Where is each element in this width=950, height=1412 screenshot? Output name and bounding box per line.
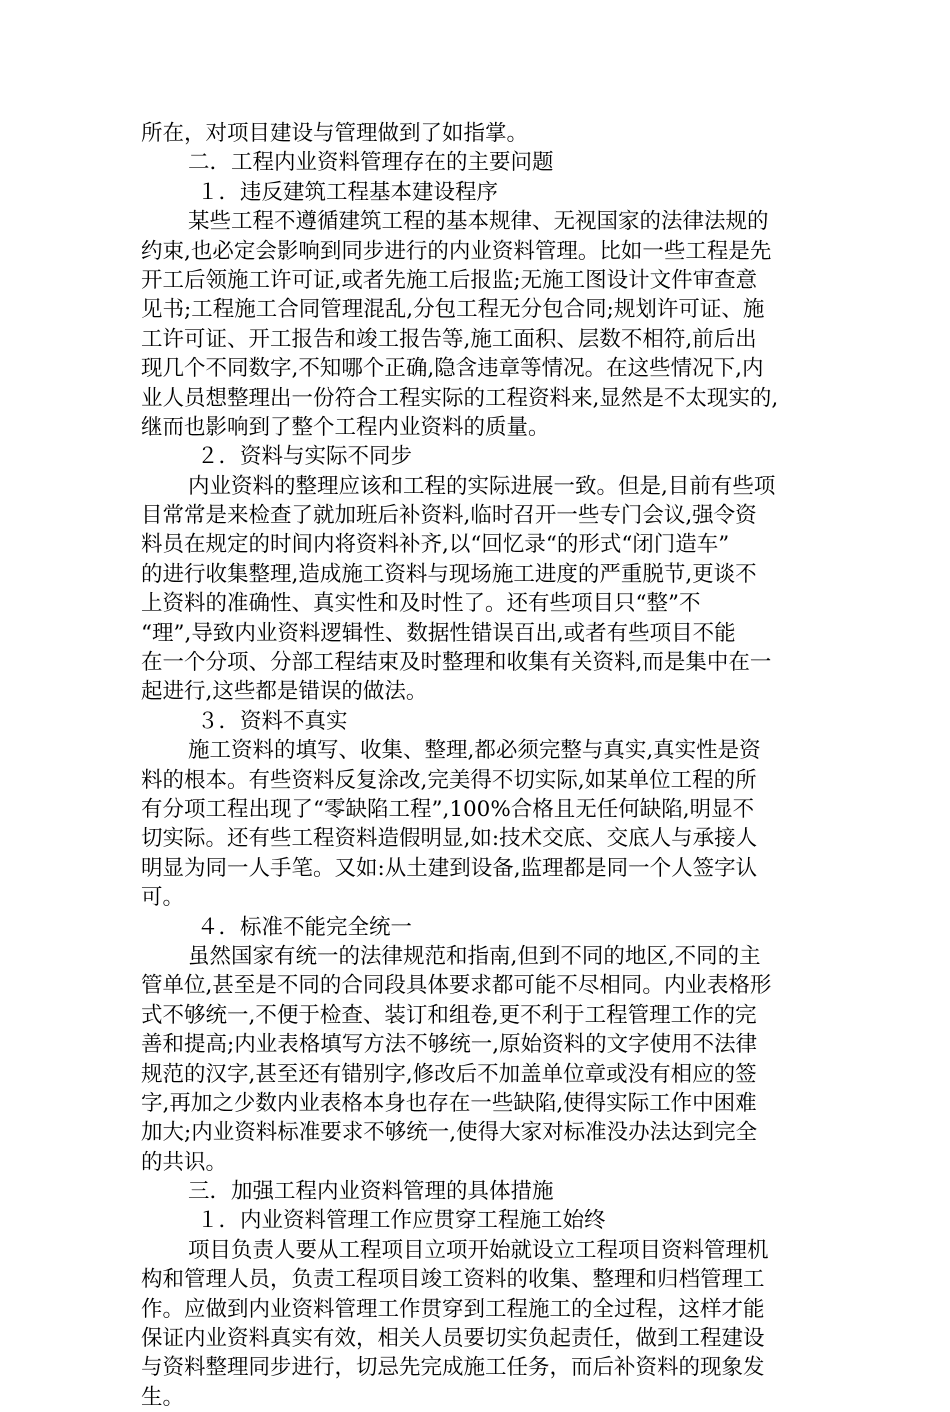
paragraph-first-line: 项目负责人要从工程项目立项开始就设立工程项目资料管理机 (188, 1237, 769, 1263)
body-text-line: 所在，对项目建设与管理做到了如指掌。 (141, 121, 529, 146)
body-text-line: 善和提高;内业表格填写方法不够统一,原始资料的文字使用不法律 (141, 1032, 758, 1058)
subsection-heading: ４．标准不能完全统一 (197, 914, 413, 940)
body-text-line: 构和管理人员，负责工程项目竣工资料的收集、整理和归档管理工 (141, 1267, 765, 1293)
subsection-heading: １．内业资料管理工作应贯穿工程施工始终 (197, 1208, 606, 1234)
body-text-line: 料的根本。有些资料反复涂改,完美得不切实际,如某单位工程的所 (141, 767, 757, 793)
body-text-line: 约束,也必定会影响到同步进行的内业资料管理。比如一些工程是先 (141, 238, 772, 264)
body-text-line: 开工后领施工许可证,或者先施工后报监;无施工图设计文件审查意 (141, 267, 758, 293)
section-heading: 二．工程内业资料管理存在的主要问题 (188, 150, 554, 176)
body-text-line: 见书;工程施工合同管理混乱,分包工程无分包合同;规划许可证、施 (141, 297, 765, 323)
body-text-line: “理”,导致内业资料逻辑性、数据性错误百出,或者有些项目不能 (141, 620, 736, 646)
body-text-line: 规范的汉字,甚至还有错别字,修改后不加盖单位章或没有相应的签 (141, 1061, 757, 1087)
body-text-line: 管单位,甚至是不同的合同段具体要求都可能不尽相同。内业表格形 (141, 973, 772, 999)
paragraph-first-line: 虽然国家有统一的法律规范和指南,但到不同的地区,不同的主 (188, 943, 761, 969)
paragraph-first-line: 内业资料的整理应该和工程的实际进展一致。但是,目前有些项 (188, 473, 776, 499)
body-text-line: 加大;内业资料标准要求不够统一,使得大家对标准没办法达到完全 (141, 1120, 758, 1146)
body-text-line: 与资料整理同步进行，切忌先完成施工任务，而后补资料的现象发 (141, 1355, 765, 1381)
body-text-line: 起进行,这些都是错误的做法。 (141, 679, 428, 705)
body-text-line: 的进行收集整理,造成施工资料与现场施工进度的严重脱节,更谈不 (141, 561, 757, 587)
body-text-line: 现几个不同数字,不知哪个正确,隐含违章等情况。在这些情况下,内 (141, 356, 764, 382)
subsection-heading: １．违反建筑工程基本建设程序 (197, 179, 499, 205)
body-text-line: 保证内业资料真实有效，相关人员要切实负起责任，做到工程建设 (141, 1326, 765, 1352)
body-text-line: 明显为同一人手笔。又如:从土建到设备,监理都是同一个人签字认 (141, 855, 758, 881)
body-text-line: 目常常是来检查了就加班后补资料,临时召开一些专门会议,强令资 (141, 503, 757, 529)
body-text-line: 继而也影响到了整个工程内业资料的质量。 (141, 414, 550, 440)
body-text-line: 上资料的准确性、真实性和及时性了。还有些项目只“整”不 (141, 591, 701, 617)
body-text-line: 工许可证、开工报告和竣工报告等,施工面积、层数不相符,前后出 (141, 326, 757, 352)
subsection-heading: ２．资料与实际不同步 (197, 444, 413, 470)
body-text-line: 在一个分项、分部工程结束及时整理和收集有关资料,而是集中在一 (141, 650, 772, 676)
body-text-line: 的共识。 (141, 1149, 228, 1175)
body-text-line: 可。 (141, 885, 185, 911)
body-text-line: 字,再加之少数内业表格本身也存在一些缺陷,使得实际工作中困难 (141, 1090, 757, 1116)
paragraph-first-line: 某些工程不遵循建筑工程的基本规律、无视国家的法律法规的 (188, 209, 769, 235)
document-body (141, 119, 811, 1412)
body-text-line: 业人员想整理出一份符合工程实际的工程资料来,显然是不太现实的, (141, 385, 779, 411)
body-text-line: 料员在规定的时间内将资料补齐,以“回忆录“的形式“闭门造车” (141, 532, 730, 558)
body-text-line: 式不够统一,不便于检查、装订和组卷,更不利于工程管理工作的完 (141, 1002, 757, 1028)
body-text-line: 有分项工程出现了“零缺陷工程”,100%合格且无任何缺陷,明显不 (141, 796, 755, 822)
subsection-heading: ３．资料不真实 (197, 708, 348, 734)
body-text-line: 作。应做到内业资料管理工作贯穿到工程施工的全过程，这样才能 (141, 1296, 765, 1322)
body-text-line: 切实际。还有些工程资料造假明显,如:技术交底、交底人与承接人 (141, 826, 758, 852)
paragraph-first-line: 施工资料的填写、收集、整理,都必须完整与真实,真实性是资 (188, 738, 761, 764)
section-heading: 三．加强工程内业资料管理的具体措施 (188, 1179, 554, 1205)
body-text-line: 生。 (141, 1384, 185, 1410)
